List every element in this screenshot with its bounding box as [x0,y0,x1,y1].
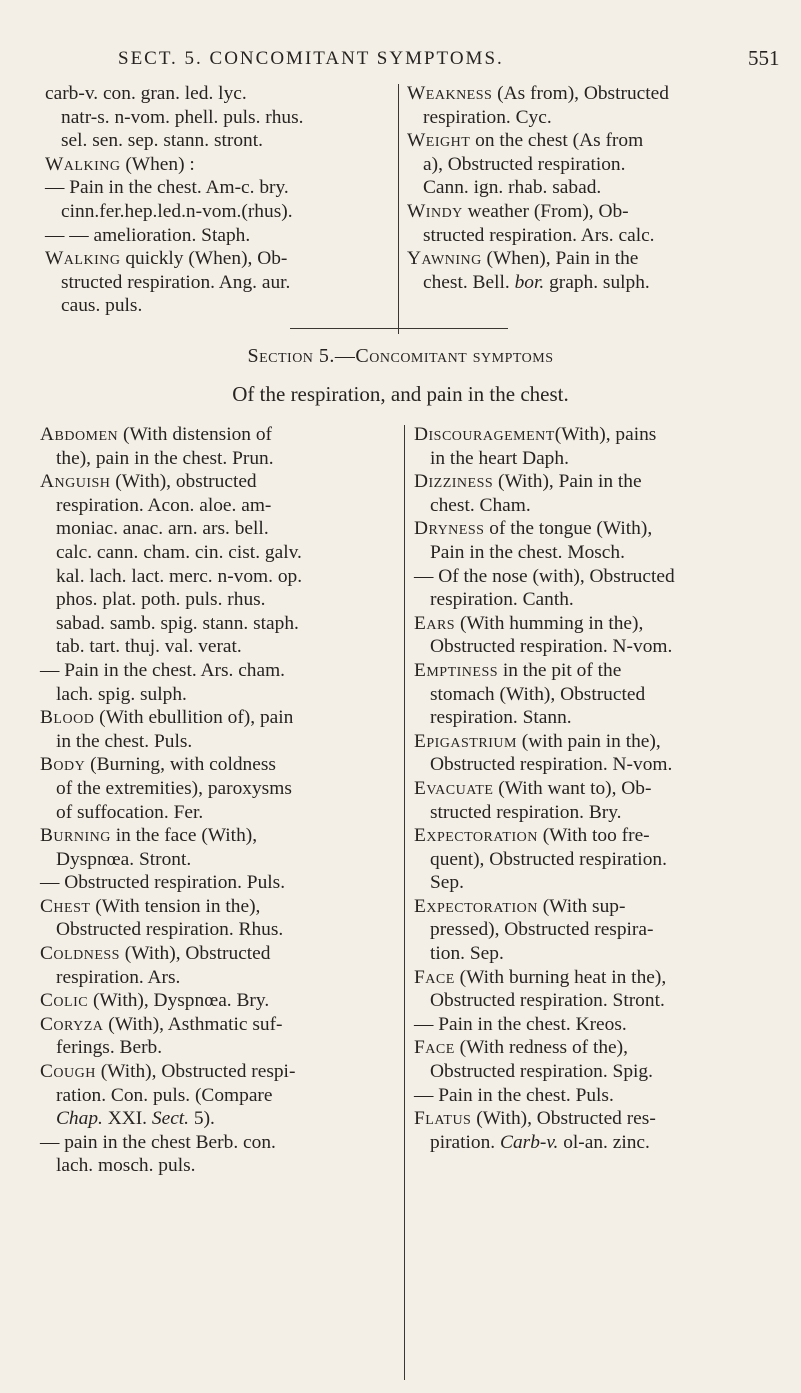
index-entry [40,1107,390,1131]
index-entry [40,895,390,942]
index-entry [40,706,390,753]
entry-text: in the heart Daph. [430,447,569,469]
entry-text: — Pain in the chest. Kreos. [414,1013,627,1035]
entry-heading: Face [414,966,455,988]
index-entry [40,1013,390,1060]
index-entry [414,470,766,517]
index-entry [40,824,390,871]
entry-text: ferings. Berb. [56,1037,163,1059]
entry-text: (With), Dyspnœa. Bry. [88,990,270,1012]
entry-heading: Colic [40,990,89,1012]
entry-heading: Ears [414,612,456,634]
entry-text: Obstructed respiration. Stront. [430,990,665,1012]
entry-heading: Evacuate [414,777,494,799]
entry-heading: Expectoration [414,825,538,847]
entry-text: lach. spig. sulph. [56,683,187,705]
running-head: SECT. 5. CONCOMITANT SYMPTOMS. [118,48,504,69]
entry-heading: Walking [45,248,121,270]
index-entry [407,129,757,200]
entry-text: — Pain in the chest. Puls. [414,1084,614,1106]
entry-text: stomach (With), Obstructed [430,683,646,705]
entry-text: (With sup- [537,895,626,917]
entry-text: sel. sen. sep. stann. stront. [61,130,263,152]
entry-text: — Of the nose (with), Obstructed [414,565,675,587]
entry-text: natr-s. n-vom. phell. puls. rhus. [61,106,304,128]
entry-text: sabad. samb. spig. stann. staph. [56,612,299,634]
entry-heading: Chest [40,895,91,917]
entry-heading: Yawning [407,248,482,270]
entry-text: respiration. Cyc. [423,106,552,128]
entry-text: phos. plat. poth. puls. rhus. [56,589,266,611]
top-right-column [407,82,757,294]
entry-text: tab. tart. thuj. val. verat. [56,636,242,658]
entry-heading: Weakness [407,83,493,104]
entry-heading: Expectoration [414,895,538,917]
entry-text: Cann. ign. rhab. sabad. [423,177,602,199]
entry-text: XXI. [102,1108,152,1130]
entry-text: Pain in the chest. Mosch. [430,541,625,563]
index-entry [414,777,766,824]
entry-text: in the face (With), [110,825,258,847]
entry-text: lach. mosch. puls. [56,1155,196,1177]
index-entry [40,1060,390,1107]
entry-heading: Burning [40,825,111,847]
entry-text: in the pit of the [498,659,622,681]
entry-italic: bor. [514,271,545,293]
index-entry [407,200,757,247]
section-subheading: Of the respiration, and pain in the chest. [232,382,569,406]
index-entry [45,176,390,223]
entry-text: weather (From), Ob- [462,200,629,222]
entry-text: (With distension of [118,424,272,445]
entry-text: (When), Pain in the [481,248,639,270]
entry-text: Obstructed respiration. N-vom. [430,636,673,658]
entry-text: the), pain in the chest. Prun. [56,447,274,469]
entry-text: kal. lach. lact. merc. n-vom. op. [56,565,303,587]
index-entry [40,423,390,470]
bottom-column-divider [404,425,405,1380]
index-entry [414,659,766,730]
section-rule [290,328,508,329]
entry-heading: Face [414,1037,455,1059]
entry-text: calc. cann. cham. cin. cist. galv. [56,541,302,563]
entry-heading: Emptiness [414,659,499,681]
entry-text: — Obstructed respiration. Puls. [40,872,286,894]
entry-text: piration. [430,1131,501,1153]
entry-text: (With), Obstructed respi- [95,1061,296,1083]
index-entry [45,247,390,318]
entry-heading: Abdomen [40,424,119,445]
entry-heading: Cough [40,1061,96,1083]
entry-text: on the chest (As from [470,130,644,152]
entry-heading: Coryza [40,1013,104,1035]
entry-text: (Burning, with coldness [85,754,276,776]
entry-text: quent), Obstructed respiration. [430,848,667,870]
entry-text: (With), obstructed [110,471,257,493]
index-entry [414,423,766,470]
index-entry [45,82,390,153]
index-entry [414,1107,766,1154]
entry-heading: Dryness [414,518,485,540]
entry-heading: Dizziness [414,471,494,493]
entry-text: quickly (When), Ob- [120,248,288,270]
entry-heading: Anguish [40,471,111,493]
entry-text: of suffocation. Fer. [56,801,204,823]
bottom-right-column [414,423,766,1154]
entry-text: ol-an. zinc. [558,1131,650,1153]
index-entry [414,565,766,612]
entry-heading: Blood [40,707,95,729]
entry-text: chest. Cham. [430,494,531,516]
entry-text: respiration. Stann. [430,707,572,729]
index-entry [45,153,390,177]
entry-text: — — amelioration. Staph. [45,224,251,246]
entry-text: moniac. anac. arn. ars. bell. [56,518,269,540]
entry-text: chest. Bell. [423,271,515,293]
entry-text: (With ebullition of), pain [94,707,294,729]
entry-text: Sect. [151,1108,190,1130]
entry-text: (When) : [120,153,195,175]
entry-heading: Windy [407,200,463,222]
entry-text: (With want to), Ob- [493,777,652,799]
entry-text: of the extremities), paroxysms [56,777,292,799]
index-entry [40,942,390,989]
entry-text: pressed), Obstructed respira- [430,919,654,941]
entry-text: (with pain in the), [516,730,661,752]
index-entry [40,1131,390,1178]
entry-text: graph. sulph. [549,271,650,293]
entry-text: (With), Asthmatic suf- [103,1013,283,1035]
entry-heading: Walking [45,153,121,175]
entry-text: Obstructed respiration. Rhus. [56,919,284,941]
entry-text: (With redness of the), [454,1037,628,1059]
index-entry [414,612,766,659]
entry-heading: Weight [407,130,471,152]
entry-heading: Flatus [414,1108,472,1130]
index-entry [40,871,390,895]
entry-text: (With tension in the), [90,895,261,917]
entry-text: ration. Con. puls. (Compare [56,1084,273,1106]
index-entry [40,659,390,706]
entry-text: (With), Pain in the [493,471,642,493]
entry-text: respiration. Canth. [430,589,574,611]
entry-text: (With), Obstructed res- [471,1108,656,1130]
index-entry [407,247,757,294]
entry-heading: Discouragement [414,424,555,445]
entry-text: structed respiration. Bry. [430,801,622,823]
entry-text: caus. puls. [61,295,143,317]
top-column-divider [398,84,399,334]
entry-text: Sep. [430,872,464,894]
index-entry [40,989,390,1013]
section-heading: Section 5.—Concomitant symptoms [247,345,554,367]
bottom-left-column [40,423,390,1178]
entry-text: structed respiration. Ang. aur. [61,271,291,293]
entry-text: of the tongue (With), [484,518,653,540]
index-entry [414,1036,766,1083]
entry-text: a), Obstructed respiration. [423,153,626,175]
index-entry [414,1013,766,1037]
entry-italic: Carb-v. [500,1131,559,1153]
entry-text: — Pain in the chest. Ars. cham. [40,659,286,681]
entry-text: Obstructed respiration. Spig. [430,1061,653,1083]
index-entry [407,82,757,129]
entry-text: structed respiration. Ars. calc. [423,224,655,246]
page-number: 551 [748,46,780,70]
entry-text: (With humming in the), [455,612,644,634]
entry-text: Obstructed respiration. N-vom. [430,754,673,776]
entry-heading: Coldness [40,943,120,965]
index-entry [414,730,766,777]
entry-text: tion. Sep. [430,943,504,965]
index-entry [40,470,390,659]
entry-heading: Epigastrium [414,730,517,752]
index-entry [414,895,766,966]
index-entry [414,517,766,564]
entry-text: respiration. Acon. aloe. am- [56,494,272,516]
entry-text: Chap. [56,1108,103,1130]
entry-text: respiration. Ars. [56,966,181,988]
entry-text: (With too fre- [537,825,650,847]
entry-text: (With), Obstructed [119,943,271,965]
entry-text: in the chest. Puls. [56,730,193,752]
entry-text: (With), pains [554,424,657,445]
index-entry [414,966,766,1013]
entry-text: carb-v. con. gran. led. lyc. [45,83,247,104]
entry-text: (With burning heat in the), [454,966,667,988]
index-entry [414,824,766,895]
top-left-column [45,82,390,318]
entry-heading: Body [40,754,86,776]
index-entry [40,753,390,824]
entry-text: 5). [189,1108,215,1130]
entry-text: (As from), Obstructed [492,83,669,104]
index-entry [45,224,390,248]
entry-text: — Pain in the chest. Am-c. bry. [45,177,289,199]
index-entry [414,1084,766,1108]
entry-text: — pain in the chest Berb. con. [40,1131,276,1153]
entry-text: Dyspnœa. Stront. [56,848,192,870]
entry-text: cinn.fer.hep.led.n-vom.(rhus). [61,200,293,222]
